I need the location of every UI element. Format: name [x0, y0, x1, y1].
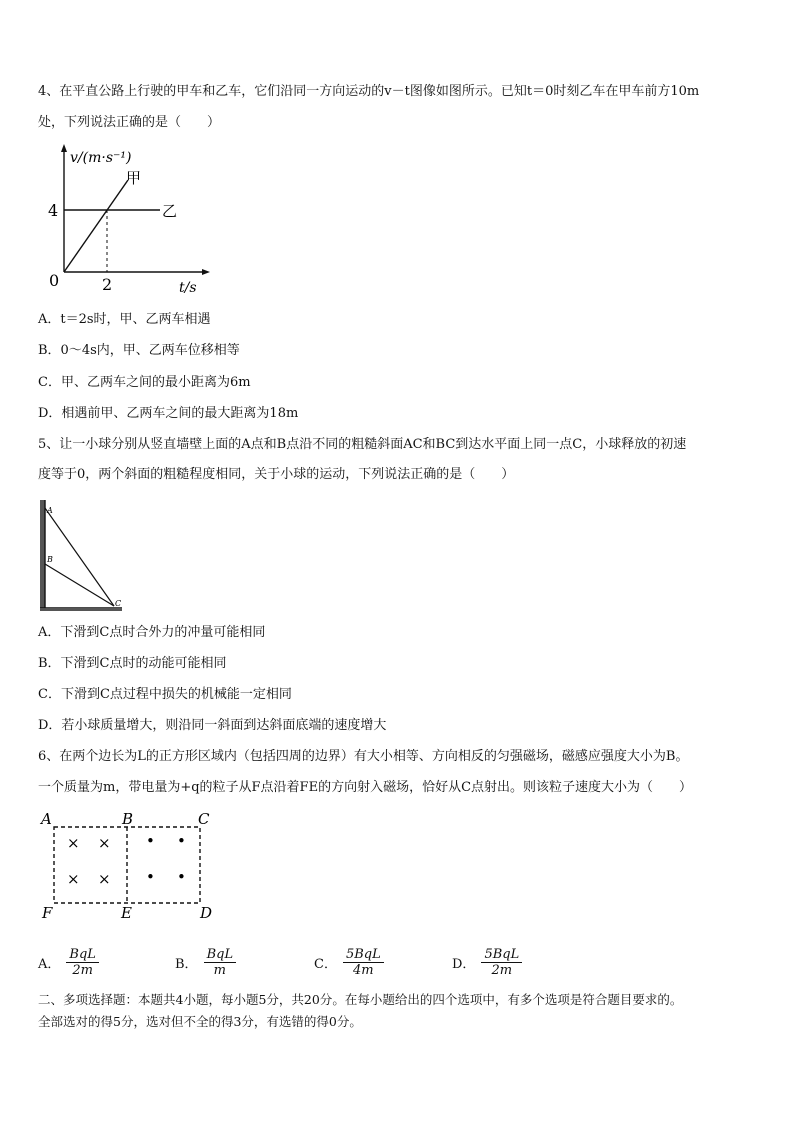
q5-option-d: D．若小球质量增大，则沿同一斜面到达斜面底端的速度增大 [38, 718, 387, 733]
point-b-label: B [47, 555, 53, 564]
field-cross-3: × [67, 870, 80, 888]
q6-option-a-denominator: 2m [72, 962, 93, 978]
q5-incline-figure [38, 496, 128, 614]
q6-option-c-label: C． [314, 956, 337, 972]
q6-option-b-label: B． [175, 956, 198, 972]
q6-option-c-fraction [343, 947, 384, 978]
q4-stem-line1: 4、在平直公路上行驶的甲车和乙车，它们沿同一方向运动的v－t图像如图所示。已知t＝0时刻乙车在甲车前方10m [38, 84, 700, 99]
q5-stem-line1: 5、让一小球分别从竖直墙壁上面的A点和B点沿不同的粗糙斜面AC和BC到达水平面上同一点C，小球释放的初速 [38, 437, 687, 452]
q6-option-b [175, 942, 236, 982]
q6-option-c-denominator: 4m [353, 962, 374, 978]
x-axis-arrow [202, 269, 210, 275]
q6-stem-line2: 一个质量为m，带电量为+q的粒子从F点沿着FE的方向射入磁场，恰好从C点射出。则该粒子速度大小为（ ） [38, 780, 693, 795]
line-jia [64, 180, 128, 272]
x-tick-label: 2 [102, 275, 113, 294]
field-cross-4: × [98, 870, 111, 888]
q6-option-c [314, 942, 384, 982]
q6-option-d-denominator: 2m [491, 962, 513, 978]
x-axis-label: t/s [179, 280, 197, 296]
ground-hatch [40, 608, 122, 611]
corner-f-label: F [42, 904, 53, 922]
field-dot-1: • [146, 832, 155, 850]
field-cross-1: × [67, 834, 80, 852]
field-dot-3: • [146, 868, 155, 886]
q4-option-c: C．甲、乙两车之间的最小距离为6m [38, 375, 251, 390]
q4-option-d: D．相遇前甲、乙两车之间的最大距离为18m [38, 406, 299, 421]
q4-option-b: B．0～4s内，甲、乙两车位移相等 [38, 343, 240, 358]
corner-b-label: B [122, 810, 134, 828]
field-dot-4: • [177, 868, 186, 886]
q6-option-a-fraction [66, 947, 99, 978]
field-cross-2: × [98, 834, 111, 852]
y-tick-label: 4 [48, 201, 59, 220]
q6-option-c-numerator: 5BqL [343, 947, 384, 963]
label-jia: 甲 [126, 169, 142, 187]
q6-option-b-fraction [204, 947, 237, 978]
q6-option-d [452, 942, 522, 982]
label-yi: 乙 [162, 202, 178, 220]
corner-c-label: C [198, 810, 210, 828]
q6-option-b-numerator: BqL [204, 947, 237, 963]
q6-option-d-label: D． [452, 956, 476, 972]
point-a-label: A [47, 506, 53, 515]
origin-label: 0 [49, 271, 60, 290]
incline-bc [45, 564, 114, 606]
y-axis-arrow [61, 144, 67, 152]
q6-stem-line1: 6、在两个边长为L的正方形区域内（包括四周的边界）有大小相等、方向相反的匀强磁场，磁感应强度大小为B。 [38, 749, 689, 764]
q4-vt-graph [40, 140, 230, 300]
q6-option-b-denominator: m [213, 962, 226, 978]
corner-a-label: A [41, 810, 52, 828]
point-c-label: C [115, 599, 122, 608]
q5-stem-line2: 度等于0，两个斜面的粗糙程度相同，关于小球的运动，下列说法正确的是（ ） [38, 467, 515, 482]
wall-hatch [40, 500, 45, 608]
corner-d-label: D [200, 904, 213, 922]
field-dot-2: • [177, 832, 186, 850]
section2-line2: 全部选对的得5分，选对但不全的得3分，有选错的得0分。 [38, 1014, 362, 1029]
incline-ac [45, 508, 114, 606]
q5-option-a: A．下滑到C点时合外力的冲量可能相同 [38, 625, 266, 640]
q6-magnetic-field-figure [36, 808, 226, 922]
q6-option-a [38, 942, 99, 982]
q4-stem-line2: 处，下列说法正确的是（ ） [38, 115, 221, 130]
corner-e-label: E [121, 904, 132, 922]
q4-option-a: A．t＝2s时，甲、乙两车相遇 [38, 312, 211, 327]
y-axis-label: v/(m·s⁻¹) [70, 150, 132, 166]
q5-option-c: C．下滑到C点过程中损失的机械能一定相同 [38, 687, 292, 702]
q6-option-d-fraction [481, 947, 522, 978]
q6-option-d-numerator: 5BqL [481, 947, 522, 963]
section2-line1: 二、多项选择题：本题共4小题，每小题5分，共20分。在每小题给出的四个选项中，有多个选项是符合题目要求的。 [38, 992, 683, 1007]
q6-option-a-label: A． [38, 956, 61, 972]
q5-option-b: B．下滑到C点时的动能可能相同 [38, 656, 227, 671]
q6-option-a-numerator: BqL [66, 947, 99, 963]
